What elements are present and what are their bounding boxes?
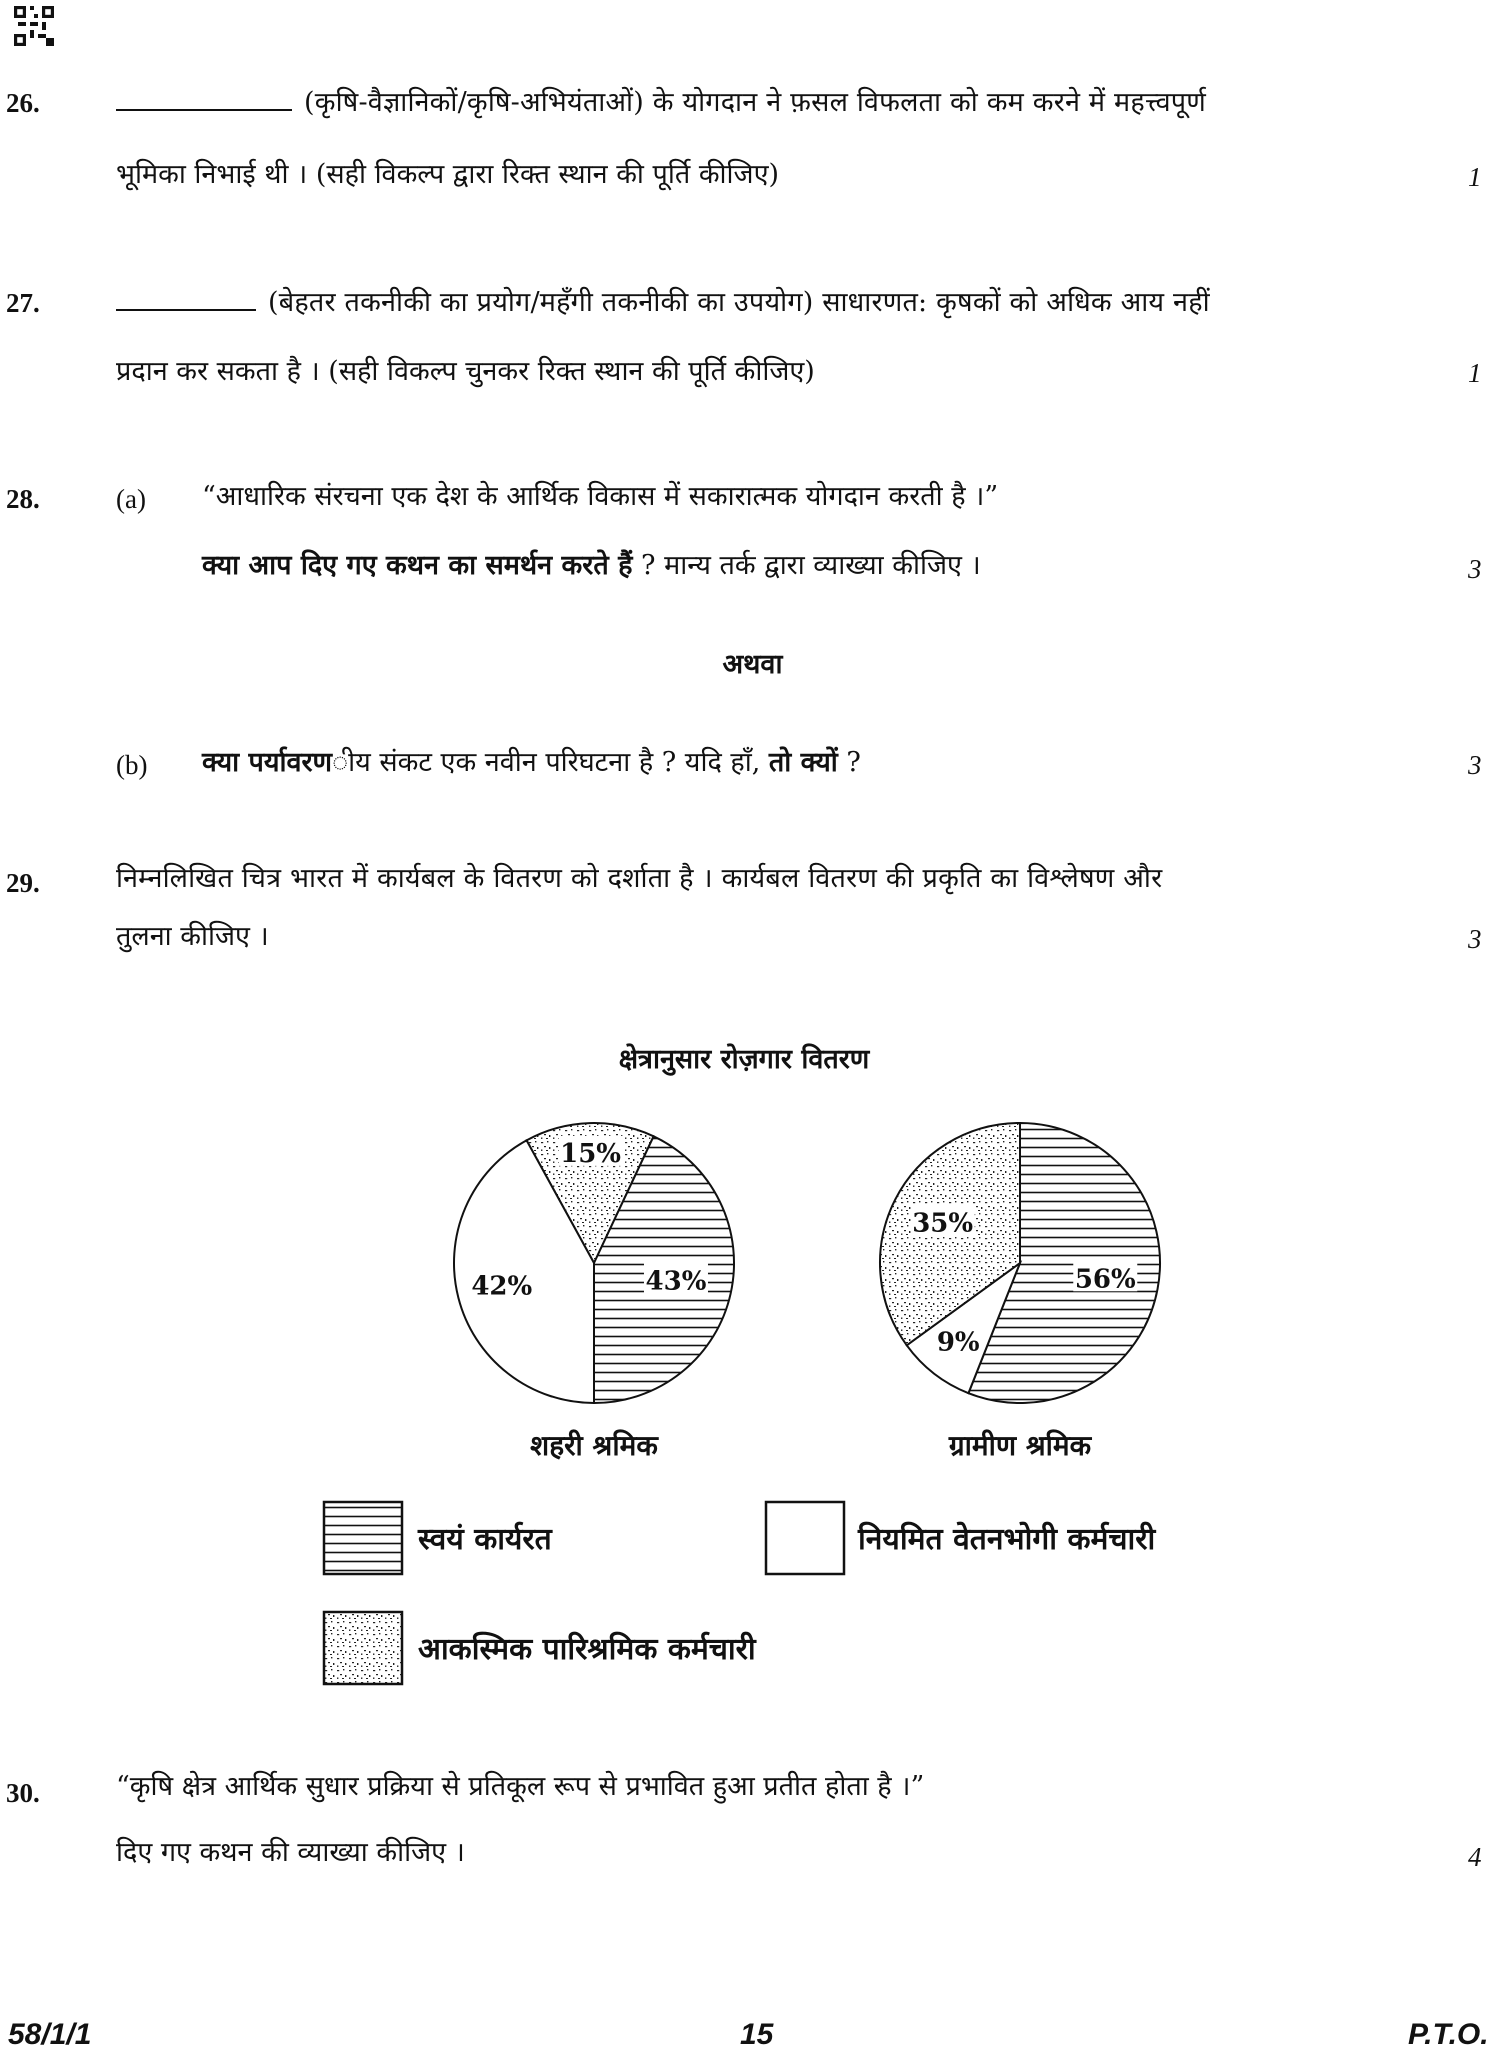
- marks-a: 3: [1468, 554, 1482, 584]
- fill-blank: [116, 287, 256, 311]
- slice-label: 9%: [936, 1327, 980, 1358]
- or-divider: अथवा: [722, 649, 783, 680]
- legend-label: नियमित वेतनभोगी कर्मचारी: [858, 1522, 1156, 1557]
- legend-item: [324, 1612, 757, 1684]
- marks: 4: [1468, 1842, 1482, 1872]
- question-number: 29.: [6, 868, 40, 898]
- fill-blank: [116, 87, 292, 111]
- question-line-2: भूमिका निभाई थी । (सही विकल्प द्वारा रिक्त स्थान की पूर्ति कीजिए): [116, 159, 780, 190]
- pie-chart: [454, 1123, 734, 1462]
- pie-name: शहरी श्रमिक: [530, 1429, 658, 1462]
- paper-code: 58/1/1: [8, 2018, 92, 2051]
- marks: 1: [1468, 162, 1482, 192]
- question-line-1: (कृषि-वैज्ञानिकों/कृषि-अभियंताओं) के योगदान ने फ़सल विफलता को कम करने में महत्त्वपूर्ण: [116, 86, 1416, 120]
- option-a-label: (a): [116, 484, 146, 514]
- question-line-2: तुलना कीजिए ।: [116, 921, 269, 952]
- marks: 3: [1468, 924, 1482, 954]
- qr-code-icon: [14, 6, 54, 46]
- page-number: 15: [740, 2018, 774, 2051]
- pie-name: ग्रामीण श्रमिक: [948, 1429, 1092, 1462]
- slice-label: 15%: [560, 1138, 622, 1169]
- chart-title: क्षेत्रानुसार रोज़गार वितरण: [618, 1044, 870, 1075]
- pie-chart: [880, 1123, 1160, 1462]
- legend-swatch: [324, 1612, 402, 1684]
- question-line-2: दिए गए कथन की व्याख्या कीजिए ।: [116, 1837, 465, 1868]
- option-a-statement: “आधारिक संरचना एक देश के आर्थिक विकास में सकारात्मक योगदान करती है ।”: [202, 481, 999, 512]
- option-a-question: क्या आप दिए गए कथन का समर्थन करते हैं ? मान्य तर्क द्वारा व्याख्या कीजिए ।: [202, 550, 981, 581]
- legend-item: [766, 1502, 1157, 1574]
- question-number: 26.: [6, 88, 40, 118]
- legend-swatch: [766, 1502, 844, 1574]
- question-number: 28.: [6, 484, 40, 514]
- legend-label: आकस्मिक पारिश्रमिक कर्मचारी: [418, 1632, 756, 1667]
- question-line-1: निम्नलिखित चित्र भारत में कार्यबल के वितरण को दर्शाता है । कार्यबल वितरण की प्रकृति का विश्लेषण और: [116, 863, 1163, 894]
- slice-label: 56%: [1074, 1264, 1136, 1295]
- legend-item: [324, 1502, 554, 1574]
- employment-pie-charts: [0, 1020, 1505, 1710]
- marks-b: 3: [1468, 750, 1482, 780]
- question-line-1: (बेहतर तकनीकी का प्रयोग/महँगी तकनीकी का उपयोग) साधारणत: कृषकों को अधिक आय नहीं: [116, 286, 1416, 320]
- slice-label: 43%: [645, 1266, 707, 1297]
- slice-label: 42%: [471, 1271, 533, 1302]
- option-b-label: (b): [116, 750, 148, 780]
- slice-label: 35%: [912, 1208, 974, 1239]
- option-b-question: क्या पर्यावरणीय संकट एक नवीन परिघटना है ? यदि हाँ, तो क्यों ?: [202, 747, 861, 778]
- question-number: 30.: [6, 1778, 40, 1808]
- legend-swatch: [324, 1502, 402, 1574]
- question-number: 27.: [6, 288, 40, 318]
- marks: 1: [1468, 358, 1482, 388]
- pto-label: P.T.O.: [1408, 2018, 1489, 2051]
- question-line-2: प्रदान कर सकता है । (सही विकल्प चुनकर रिक्त स्थान की पूर्ति कीजिए): [116, 356, 815, 387]
- question-line-1: “कृषि क्षेत्र आर्थिक सुधार प्रक्रिया से प्रतिकूल रूप से प्रभावित हुआ प्रतीत होता है ।”: [116, 1771, 925, 1802]
- legend-label: स्वयं कार्यरत: [418, 1522, 552, 1557]
